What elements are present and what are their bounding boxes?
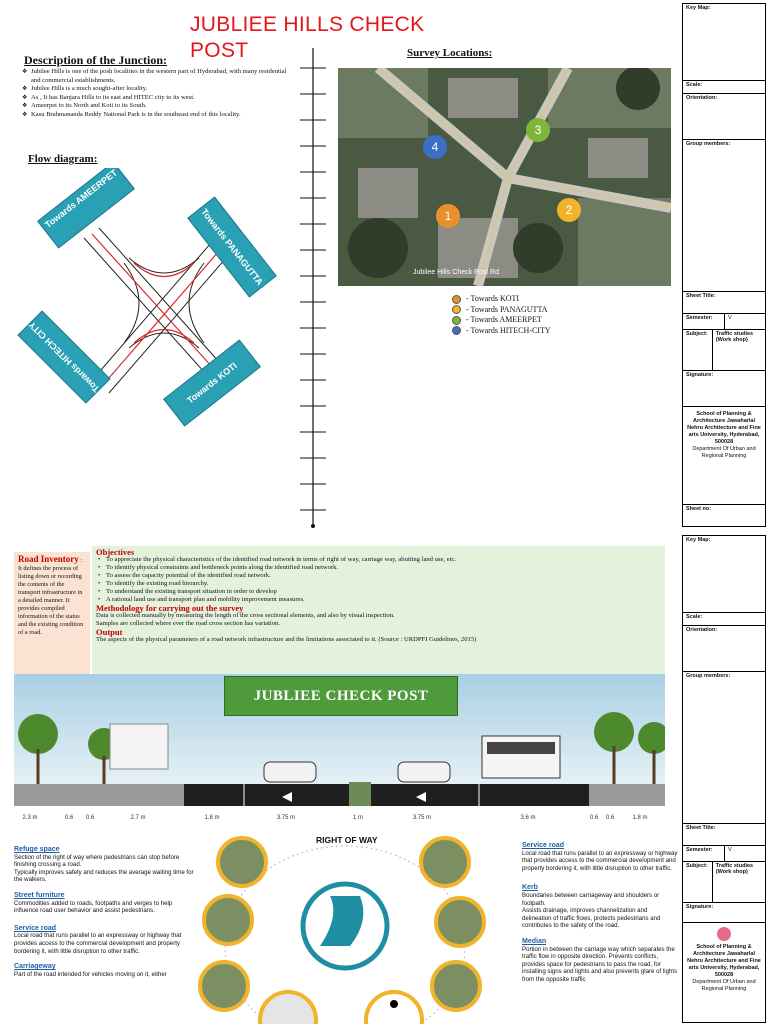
timeline-axis — [300, 48, 326, 528]
objective-item: • To appreciate the physical characteristics of the identified road network in terms of right of way, carriage way, abutting land use, etc. — [106, 556, 661, 564]
legend-swatch — [452, 316, 461, 325]
flow-arm-hitech — [18, 311, 110, 403]
flow-arm-ameerpet — [38, 168, 135, 248]
definition-text: Local road that runs parallel to an expressway or highway that provides access to the commercial development and property bordering it, with little disruption to other traffic. — [522, 849, 678, 872]
school-block — [683, 923, 765, 997]
semester-label: Semester: — [683, 314, 725, 329]
description-list — [22, 68, 287, 120]
subject-value: Traffic studies (Work shop) — [715, 863, 754, 875]
svg-text:2: 2 — [565, 203, 573, 217]
survey-heading: Survey Locations: — [407, 47, 493, 59]
orientation-cell: Orientation: — [683, 94, 765, 140]
street-furniture-photo — [204, 896, 252, 944]
subject-value: Traffic studies (Work shop) — [715, 331, 754, 343]
subject-label: Subject: — [683, 862, 713, 902]
right-of-way-left — [14, 846, 194, 978]
objective-item: • To identify physical constraints and bottleneck points along the identified road network. — [106, 564, 661, 572]
flow-arm-label: Towards PANAGUTTA — [199, 206, 265, 288]
legend-item: - Towards AMEERPET — [452, 315, 551, 326]
flow-arm-label: Towards KOTI — [185, 360, 239, 406]
semester-label: Semester: — [683, 846, 725, 861]
sheet-no-cell: Sheet no: — [686, 506, 712, 512]
definition-heading: Median — [522, 937, 547, 945]
department-name: Department Of Urban and Regional Planning — [692, 446, 756, 459]
flow-arm-label: Towards HITECH CITY — [26, 319, 102, 395]
cross-section-dim: 0.6 — [64, 815, 74, 821]
svg-text:4: 4 — [431, 140, 439, 154]
definition-text: Commodities added to roads, footpaths and verges to help influence road user behavior and assist pedestrians. — [14, 899, 173, 915]
definition-heading: Carriageway — [14, 963, 56, 971]
university-logo-icon — [717, 927, 731, 941]
crosswalk-icon — [260, 992, 316, 1024]
school-block — [683, 407, 765, 505]
cross-section-dim: 0.6 — [605, 815, 615, 821]
definition-heading: Kerb — [522, 884, 538, 892]
flow-diagram — [14, 168, 304, 428]
definition-text: Portion in between the carriage way which separates the traffic flow in opposite direction. Prevents conflicts, provides space for pedestrians to pass the road, for installing signs and lights and also prevents glare of lights from the opposite traffic — [522, 945, 678, 983]
kerb-photo — [436, 898, 484, 946]
flow-arm-panagutta — [188, 197, 276, 297]
output-heading: Output — [96, 627, 123, 637]
group-members-cell: Group members: — [683, 672, 765, 824]
objective-item: • To identify the existing road hierarchy. — [106, 580, 661, 588]
road-inventory-text: : It defines the process of listing down or recording the contents of the transport infrastructure in a detailed manner. It provides compiled information of the status and the existing condition of a road. — [18, 557, 84, 636]
title-block-bottom — [682, 535, 766, 1023]
service-road-right-photo — [421, 838, 469, 886]
key-map-cell: Key Map: — [683, 536, 765, 613]
semester-value: V — [728, 847, 732, 853]
department-name: Department Of Urban and Regional Planning — [692, 979, 756, 992]
right-of-way-heading: RIGHT OF WAY — [316, 835, 378, 845]
description-item: ❖ Jubilee Hills is a much sought-after locality. — [22, 85, 287, 94]
signature-cell: Signature: — [683, 903, 765, 923]
survey-legend — [452, 294, 551, 336]
definition-text: Typically improves safety and reduces the average waiting time for the walkers. — [14, 868, 194, 884]
signature-cell: Signature: — [683, 371, 765, 407]
objectives-heading: Objectives — [96, 547, 135, 557]
svg-text:1: 1 — [444, 209, 452, 223]
objective-item: • A rational land use and transport plan and mobility improvement measures. — [106, 596, 661, 604]
scale-cell: Scale: — [683, 81, 765, 94]
objectives-box — [92, 546, 665, 674]
definition-text: Boundaries between carriageway and shoulders or footpath. — [522, 891, 660, 907]
school-name: School of Planning & Architecture Jawaharlal Nehru Architecture and Fine arts University, Hyderabad, 500028 — [687, 944, 761, 978]
description-item: ❖ Kasu Brahmananda Reddy National Park is in the southeast end of this locality. — [22, 111, 287, 120]
cross-section-dim: 2.7 m — [130, 815, 146, 821]
cross-section-dim: 3.75 m — [412, 815, 432, 821]
definition-heading: Street furniture — [14, 891, 65, 899]
legend-item: - Towards KOTI — [452, 294, 551, 305]
objective-item: • To understand the existing transport situation in order to develop — [106, 588, 661, 596]
description-item: ❖ Jubilee Hills is one of the posh localities in the western part of Hyderabad, with many residential and commercial establishments. — [22, 68, 287, 85]
title-block-top — [682, 3, 766, 527]
scale-cell: Scale: — [683, 613, 765, 626]
methodology-line: Data is collected manually by measuring the length of the cross sectional elements, and also by visual inspection. — [96, 612, 395, 619]
legend-swatch — [452, 295, 461, 304]
survey-marker — [526, 118, 550, 142]
output-text: The aspects of the physical parameters of a road network infrastructure and the limitations associated to it. (Source : URDPFI Guidelines, 2015) — [96, 636, 477, 643]
cross-section-dim: 0.6 — [85, 815, 95, 821]
orientation-cell: Orientation: — [683, 626, 765, 672]
flow-heading: Flow diagram: — [28, 153, 98, 165]
cross-section-banner: JUBLIEE CHECK POST — [224, 676, 458, 716]
definition-heading: Refuge space — [14, 846, 60, 853]
median-photo — [432, 962, 480, 1010]
legend-swatch — [452, 326, 461, 335]
sheet-title-cell: Sheet Title: — [683, 292, 765, 314]
survey-marker — [557, 198, 581, 222]
cross-section-dim: 1.8 m — [632, 815, 648, 821]
legend-swatch — [452, 305, 461, 314]
flow-arm-label: Towards AMEERPET — [43, 168, 120, 230]
definition-text: Part of the road intended for vehicles moving on it, either — [14, 970, 167, 978]
definition-heading: Service road — [522, 842, 565, 849]
semester-value: V — [728, 315, 732, 321]
right-of-way-right — [522, 842, 678, 984]
description-heading: Description of the Junction: — [24, 53, 167, 67]
description-item: ❖ Ameerpet to its North and Koti to its South. — [22, 102, 287, 111]
definition-heading: Service road — [14, 924, 57, 932]
cross-section-dim: 1 m — [352, 815, 364, 821]
road-inventory-heading: Road Inventory — [18, 554, 79, 564]
cross-section-dim: 2.3 m — [22, 815, 38, 821]
definition-text: Assists drainage, improves channelization and delineation of traffic flows, protects pedestrians and contributes to the safety of the road. — [522, 907, 661, 930]
sheet-title-cell: Sheet Title: — [683, 824, 765, 846]
methodology-heading: Methodology for carrying out the survey — [96, 603, 244, 613]
cross-section-dim: 0.6 — [589, 815, 599, 821]
right-of-way-diagram — [180, 836, 510, 1024]
cross-section-dim: 3.75 m — [276, 815, 296, 821]
group-members-cell: Group members: — [683, 140, 765, 292]
legend-item: - Towards PANAGUTTA — [452, 305, 551, 316]
survey-marker — [423, 135, 447, 159]
legend-item: - Towards HITECH-CITY — [452, 326, 551, 337]
service-road-photo — [200, 962, 248, 1010]
definition-text: Section of the right of way where pedestrians can stop before finishing crossing a road. — [14, 853, 180, 869]
objective-item: • To assess the capacity potential of the identified road network. — [106, 572, 661, 580]
school-name: School of Planning & Architecture Jawaharlal Nehru Architecture and Fine arts University, Hyderabad, 500028 — [687, 411, 761, 445]
definition-text: Local road that runs parallel to an expressway or highway that provides access to the commercial development and property bordering it, with little disruption to other traffic. — [14, 932, 182, 955]
objectives-list — [96, 556, 661, 604]
key-map-cell: Key Map: — [683, 4, 765, 81]
map-road-label: Jubilee Hills Check Post Rd — [413, 269, 499, 276]
methodology-line: Samples are collected where ever the road cross section has variation. — [96, 620, 281, 627]
cross-section-dim: 3.6 m — [520, 815, 536, 821]
flow-arm-koti — [164, 340, 261, 426]
subject-label: Subject: — [683, 330, 713, 370]
survey-marker — [436, 204, 460, 228]
page-title: JUBLIEE HILLS CHECK POST — [190, 13, 425, 62]
refuge-space-photo — [218, 838, 266, 886]
satellite-map — [338, 68, 671, 286]
svg-text:3: 3 — [534, 123, 542, 137]
cross-section-dim: 1.8 m — [204, 815, 220, 821]
road-inventory-box — [14, 552, 90, 674]
description-item: ❖ As , It has Banjara Hills to its east and HITEC city to its west. — [22, 94, 287, 103]
